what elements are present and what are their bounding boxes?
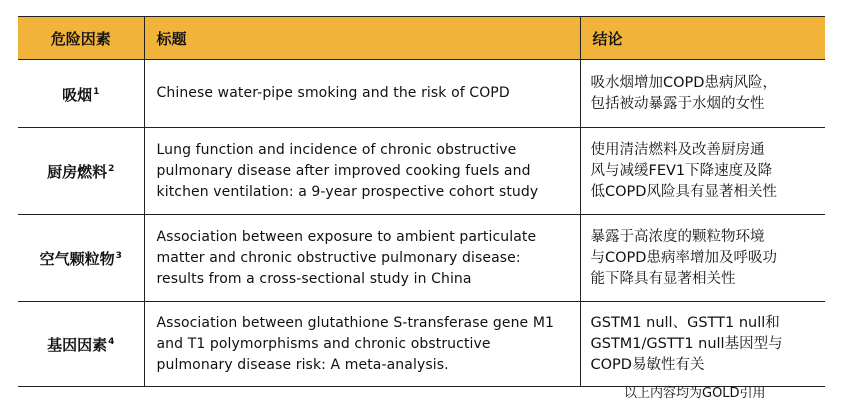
title-cell	[144, 302, 580, 387]
conclusion-line: GSTM1/GSTT1 null基因型与	[590, 335, 783, 352]
factor-label: 空气颗粒物	[39, 250, 115, 268]
title-line: and T1 polymorphisms and chronic obstructive	[156, 335, 491, 352]
reference-number: 4	[108, 337, 115, 347]
title-line: Association between exposure to ambient particulate	[156, 228, 537, 245]
title-line: Association between glutathione S-transferase gene M1	[156, 314, 555, 331]
reference-number: 2	[108, 164, 115, 174]
title-line: pulmonary disease after improved cooking fuels and	[156, 162, 531, 179]
table-row	[18, 302, 825, 387]
risk-factor-table	[18, 16, 825, 387]
header-row	[18, 17, 825, 60]
factor-label: 基因因素	[47, 336, 108, 354]
title-line: results from a cross-sectional study in China	[156, 270, 472, 287]
conclusion-line: GSTM1 null、GSTT1 null和	[590, 314, 780, 331]
conclusion-line: 能下降具有显著相关性	[590, 270, 736, 287]
conclusion-line: 使用清洁燃料及改善厨房通	[590, 141, 765, 158]
table-row	[18, 128, 825, 215]
table-row	[18, 215, 825, 302]
title-line: matter and chronic obstructive pulmonary disease:	[156, 249, 521, 266]
title-line: Lung function and incidence of chronic obstructive	[156, 141, 517, 158]
conclusion-cell	[580, 215, 825, 302]
conclusion-cell	[580, 128, 825, 215]
conclusion-line: 吸水烟增加COPD患病风险，	[590, 74, 777, 91]
table-row	[18, 60, 825, 128]
factor-cell	[18, 215, 144, 302]
header-factor: 危险因素	[18, 17, 144, 60]
conclusion-line: 包括被动暴露于水烟的女性	[590, 95, 765, 112]
header-title: 标题	[144, 17, 580, 60]
factor-cell	[18, 302, 144, 387]
conclusion-line: 风与减缓FEV1下降速度及降	[590, 162, 773, 179]
conclusion-line: 暴露于高浓度的颗粒物环境	[590, 228, 765, 245]
source-footnote: 以上内容均为GOLD引用	[624, 386, 766, 401]
title-text: Chinese water-pipe smoking and the risk of COPD	[156, 85, 510, 101]
reference-number: 3	[115, 251, 122, 261]
table-body	[18, 60, 825, 387]
title-line: kitchen ventilation: a 9-year prospective cohort study	[156, 183, 539, 200]
factor-label: 吸烟	[62, 85, 93, 104]
conclusion-line: COPD易敏性有关	[590, 356, 705, 373]
title-cell	[144, 128, 580, 215]
factor-cell	[18, 60, 144, 128]
conclusion-line: 低COPD风险具有显著相关性	[590, 183, 777, 200]
table-header	[18, 17, 825, 60]
reference-number: 1	[93, 86, 100, 97]
conclusion-line: 与COPD患病率增加及呼吸功	[590, 249, 777, 266]
risk-factor-grid	[18, 16, 825, 387]
title-cell	[144, 60, 580, 128]
header-conclusion: 结论	[580, 17, 825, 60]
conclusion-cell	[580, 302, 825, 387]
factor-label: 厨房燃料	[47, 163, 108, 181]
title-line: pulmonary disease risk: A meta-analysis.	[156, 356, 449, 373]
factor-cell	[18, 128, 144, 215]
conclusion-cell	[580, 60, 825, 128]
title-cell	[144, 215, 580, 302]
